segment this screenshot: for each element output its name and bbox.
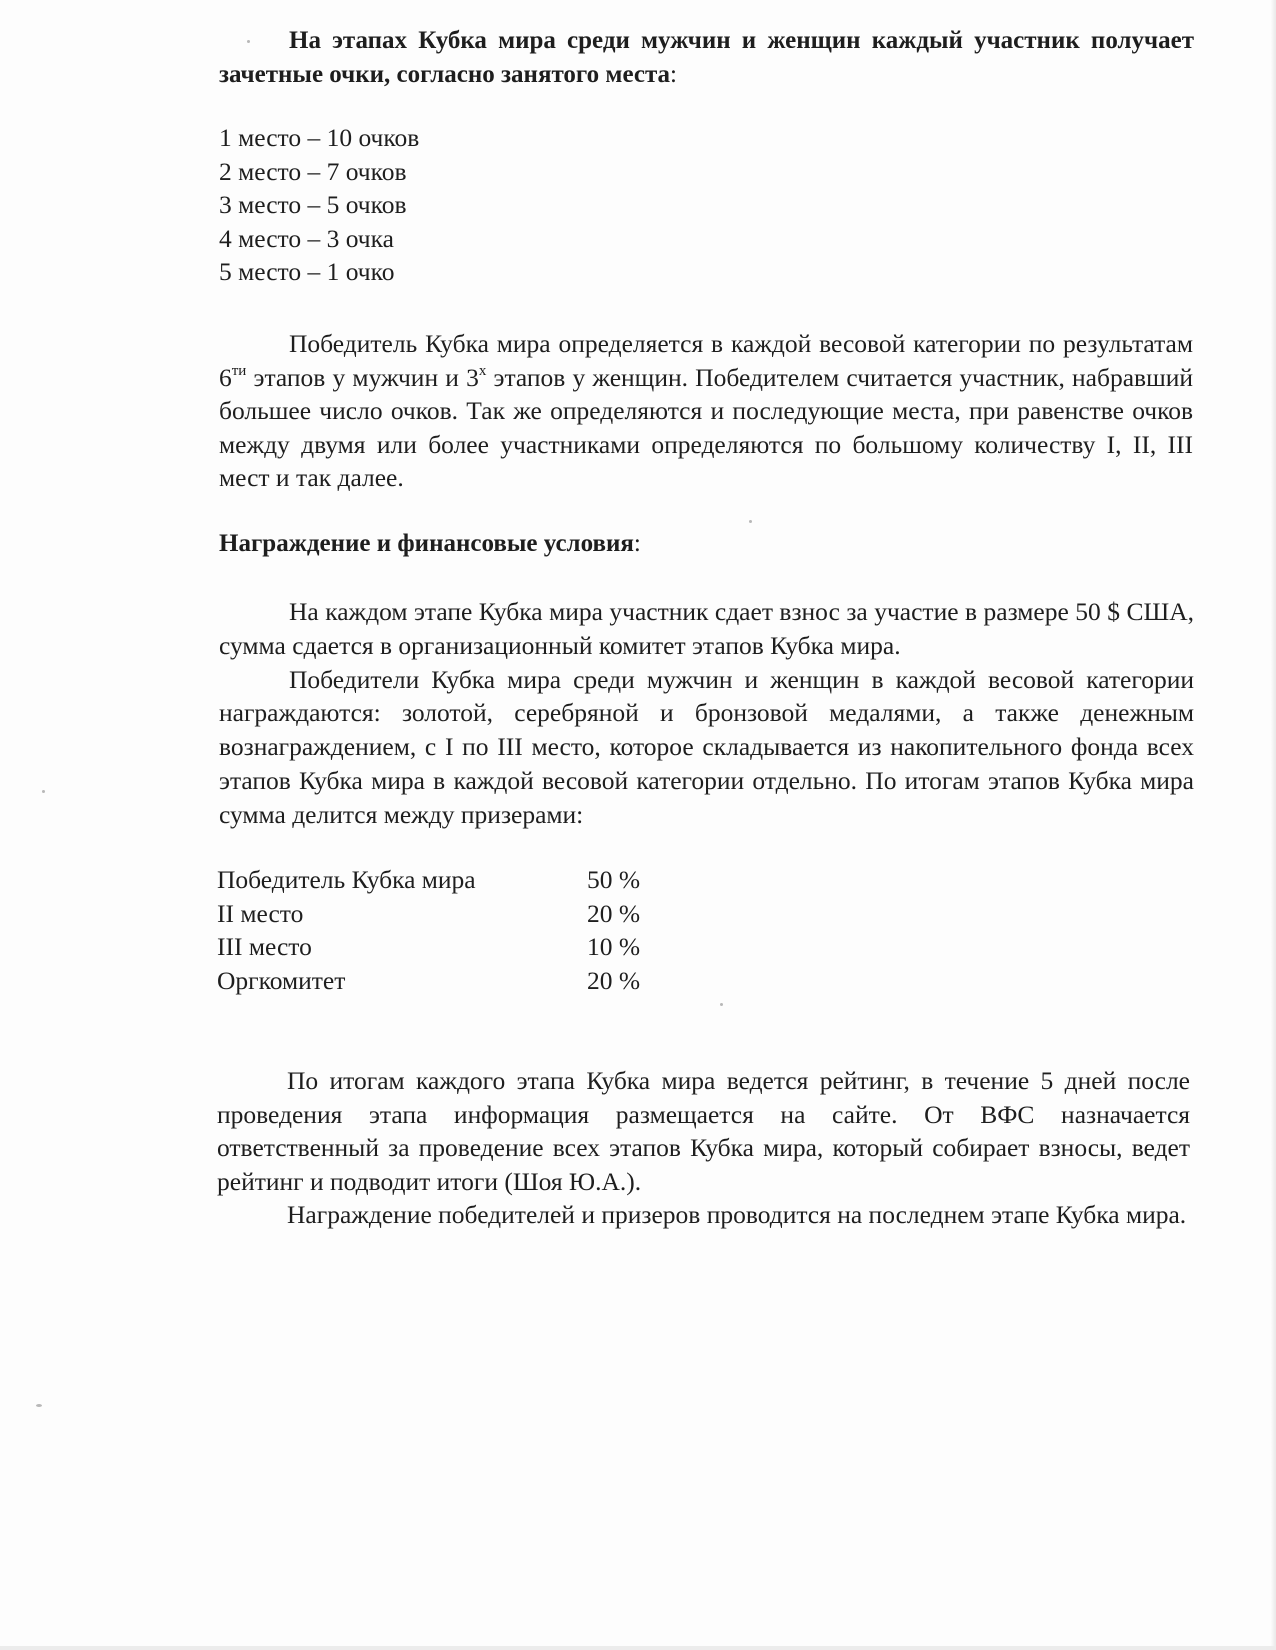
awards-heading <box>219 527 919 561</box>
intro-paragraph <box>219 24 1194 92</box>
points-item-2: 2 место – 7 очков <box>219 156 407 186</box>
points-item-1: 1 место – 10 очков <box>219 123 420 152</box>
split-label: Победитель Кубка мира <box>217 865 476 894</box>
rating-paragraph: По итогам каждого этапа Кубка мира ведется рейтинг, в течение 5 дней после проведения этапа информация размещается на сайте. От ВФС назначается ответственный за проведение всех этапов Кубка мира, который собирает взносы, ведет рейтинг и подводит итоги (Шоя Ю.А.). <box>217 1066 1190 1196</box>
split-label: II место <box>217 898 304 928</box>
fee-section <box>219 595 1194 832</box>
awarding-paragraph: Награждение победителей и призеров проводится на последнем этапе Кубка мира. <box>287 1200 1187 1229</box>
scan-speck <box>42 790 45 793</box>
winner-text-3: этапов у женщин. Победителем считается участник, набравший большее число очков. Так же определяются и последующие места, при равенстве очков между двумя или более участниками определяются по большому количеству I, II, III мест и так далее. <box>219 362 1193 492</box>
split-label: III место <box>217 932 312 961</box>
split-row <box>217 897 677 931</box>
intro-colon: : <box>670 61 677 88</box>
scan-speck <box>720 1003 723 1006</box>
winner-text-1: Победитель Кубка мира определяется в каждой весовой категории по результатам 6 <box>219 329 1193 392</box>
winner-paragraph <box>219 327 1193 495</box>
awards-heading-text: Награждение и финансовые условия <box>219 530 634 557</box>
split-row <box>217 930 677 964</box>
prize-paragraph: Победители Кубка мира среди мужчин и женщин в каждой весовой категории награждаются: золотой, серебряной и бронзовой медалями, а также денежным вознаграждением, с I по III место, которое складывается из накопительного фонда всех этапов Кубка мира в каждой весовой категории отдельно. По итогам этапов Кубка мира сумма делится между призерами: <box>219 664 1194 829</box>
scan-edge-right <box>1270 0 1276 1650</box>
points-list <box>219 121 619 289</box>
split-value: 10 % <box>587 932 641 961</box>
split-value: 20 % <box>587 965 641 995</box>
rating-section <box>217 1064 1190 1232</box>
winner-sup-2: х <box>478 362 487 379</box>
awards-heading-colon: : <box>633 530 641 557</box>
scan-speck <box>247 40 250 43</box>
intro-lead: На этапах Кубка мира среди мужчин и женщин каждый участник получает зачетные очки, согласно занятого места <box>219 27 1194 88</box>
split-value: 20 % <box>587 898 641 928</box>
winner-text-2: этапов у мужчин и 3 <box>246 362 479 392</box>
winner-sup-1: ти <box>231 362 247 379</box>
scan-speck <box>36 1404 42 1407</box>
split-row <box>217 863 677 897</box>
split-row <box>217 964 677 998</box>
points-item-5: 5 место – 1 очко <box>219 257 395 286</box>
points-item-3: 3 место – 5 очков <box>219 190 407 219</box>
points-item-4: 4 место – 3 очка <box>219 223 394 253</box>
split-value: 50 % <box>587 865 641 894</box>
scan-speck <box>749 520 752 523</box>
fee-paragraph: На каждом этапе Кубка мира участник сдает взнос за участие в размере 50 $ США, сумма сдается в организационный комитет этапов Кубка мира. <box>219 597 1194 660</box>
scan-edge-bottom <box>0 1646 1276 1650</box>
prize-split-table <box>217 863 677 997</box>
split-label: Оргкомитет <box>217 965 346 995</box>
